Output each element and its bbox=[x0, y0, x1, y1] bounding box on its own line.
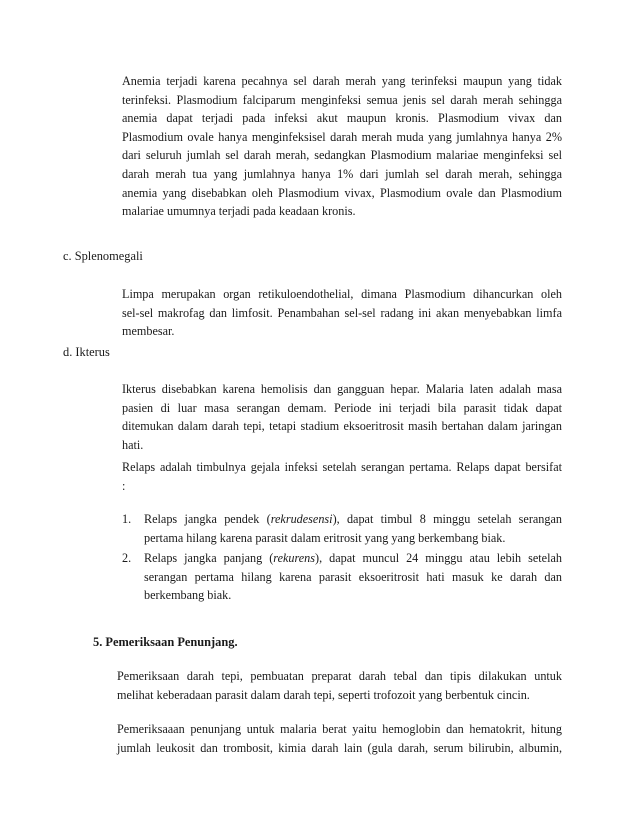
text-line: pertama hilang karena parasit dalam eritrosit yang yang berkembang biak. bbox=[144, 530, 506, 545]
heading-ikterus: d. Ikterus bbox=[63, 345, 110, 359]
paragraph-anemia bbox=[122, 72, 562, 221]
text-line: membesar. bbox=[122, 324, 175, 339]
text-line: berkembang biak. bbox=[144, 588, 232, 603]
text-line: Plasmodium ovale hanya menginfeksisel darah merah muda yang jumlahnya hanya 2% bbox=[122, 129, 562, 144]
list-number: 2. bbox=[122, 551, 132, 566]
text-line: Relaps jangka pendek (rekrudesensi), dapat timbul 8 minggu setelah serangan bbox=[144, 512, 562, 526]
text-line: darah merah tua yang jumlahnya hanya 1% dari jumlah sel darah merah, sehingga bbox=[122, 166, 562, 181]
heading-pemeriksaan-penunjang: 5. Pemeriksaan Penunjang. bbox=[93, 635, 238, 649]
text-line: dari seluruh jumlah sel darah merah, sedangkan Plasmodium malariae menginfeksi sel bbox=[122, 148, 562, 163]
text-line: : bbox=[122, 478, 126, 493]
paragraph-relaps bbox=[122, 458, 562, 495]
text-line: Relaps adalah timbulnya gejala infeksi setelah serangan pertama. Relaps dapat bersifat bbox=[122, 460, 562, 474]
paragraph-ikterus bbox=[122, 380, 562, 454]
text-line: jumlah leukosit dan trombosit, kimia darah lain (gula darah, serum bilirubin, albumin, bbox=[117, 740, 562, 755]
text-line: ditemukan dalam darah tepi, tetapi stadium eksoeritrosit masih bertahan dalam jaringan bbox=[122, 419, 562, 434]
list-item bbox=[122, 549, 562, 605]
text-line: terinfeksi. Plasmodium falciparum menginfeksi semua jenis sel darah merah sehingga bbox=[122, 92, 562, 107]
paragraph-pemeriksaan-1 bbox=[117, 667, 562, 704]
text-line: sel-sel makrofag dan limfosit. Penambahan sel-sel radang ini akan menyebabkan limfa bbox=[122, 305, 562, 320]
text-line: Pemeriksaaan penunjang untuk malaria berat yaitu hemoglobin dan hematokrit, hitung bbox=[117, 722, 562, 736]
text-line: serangan pertama hilang karena parasit eksoeritrosit hati masuk ke darah dan bbox=[144, 569, 562, 584]
text-line: Pemeriksaan darah tepi, pembuatan preparat darah tebal dan tipis dilakukan untuk bbox=[117, 669, 562, 683]
text-line: pasien di luar masa serangan demam. Periode ini terjadi bila parasit tidak dapat bbox=[122, 400, 562, 415]
italic-term: rekrudesensi bbox=[270, 512, 333, 526]
italic-term: rekurens bbox=[273, 551, 316, 566]
paragraph-pemeriksaan-2 bbox=[117, 720, 562, 757]
text-line: Limpa merupakan organ retikuloendothelial, dimana Plasmodium dihancurkan oleh bbox=[122, 287, 562, 301]
text-line: anemia dapat terjadi pada infeksi akut maupun kronis. Plasmodium vivax dan bbox=[122, 111, 562, 126]
text-line: hati. bbox=[122, 437, 144, 452]
text-line: melihat keberadaan parasit dalam darah tepi, seperti trofozoit yang berbentuk cincin. bbox=[117, 687, 530, 702]
list-item bbox=[122, 510, 562, 547]
heading-splenomegali: c. Splenomegali bbox=[63, 249, 143, 263]
paragraph-splenomegali bbox=[122, 285, 562, 341]
text-line: Ikterus disebabkan karena hemolisis dan gangguan hepar. Malaria laten adalah masa bbox=[122, 382, 562, 396]
text-line: anemia yang disebabkan oleh Plasmodium vivax, Plasmodium ovale dan Plasmodium bbox=[122, 185, 562, 200]
text-line: Anemia terjadi karena pecahnya sel darah merah yang terinfeksi maupun yang tidak bbox=[122, 74, 562, 88]
relaps-list bbox=[122, 510, 562, 607]
list-number: 1. bbox=[122, 512, 132, 526]
text-line: Relaps jangka panjang (rekurens), dapat muncul 24 minggu atau lebih setelah bbox=[144, 551, 562, 566]
text-line: malariae umumnya terjadi pada keadaan kronis. bbox=[122, 204, 356, 219]
